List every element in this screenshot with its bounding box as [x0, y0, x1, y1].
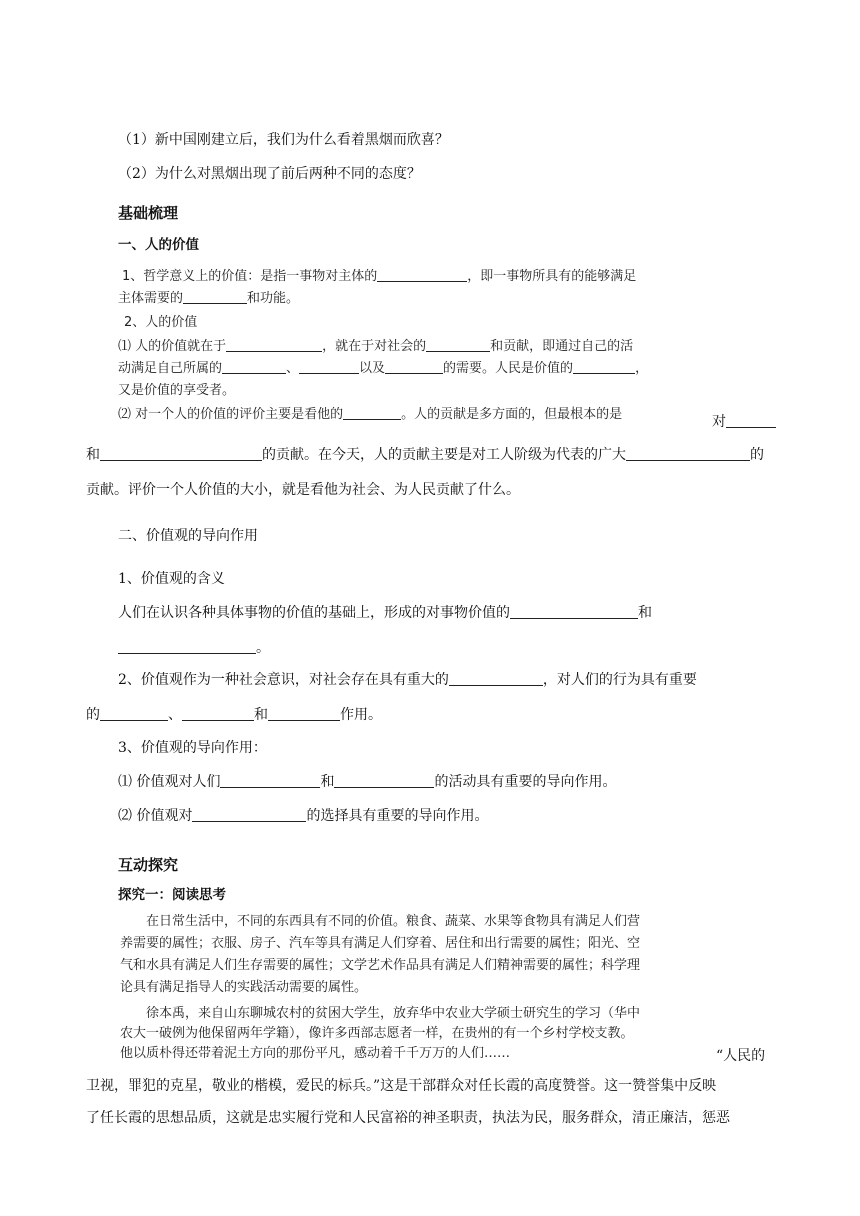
evaluation-line3: 贡献。评价一个人价值的大小，就是看他为社会、为人民贡献了什么。 — [86, 482, 520, 498]
blank[interactable] — [299, 359, 359, 374]
blank[interactable] — [573, 359, 635, 374]
section-2-title: 二、价值观的导向作用 — [118, 528, 258, 544]
explore-para2-tail: “人民的 — [716, 1048, 766, 1064]
blank[interactable] — [343, 405, 401, 420]
basic-heading: 基础梳理 — [118, 204, 179, 222]
values-meaning-line2: 。 — [118, 638, 270, 658]
blank[interactable] — [268, 706, 340, 721]
explore-para2-line1: 徐本禹，来自山东聊城农村的贫困大学生，放弃华中农业大学硕士研究生的学习（华中 — [146, 1006, 641, 1021]
evaluation-line1: ⑵ 对一个人的价值的评价主要是看他的 。人的贡献是多方面的，但最根本的是 — [118, 407, 623, 422]
explore-para1-line1: 在日常生活中，不同的东西具有不同的价值。粮食、蔬菜、水果等食物具有满足人们营 — [146, 914, 641, 929]
explore-subheading: 探究一：阅读思考 — [118, 887, 226, 903]
section-1-title: 一、人的价值 — [118, 237, 199, 253]
value-definition-line2: 主体需要的 和功能。 — [118, 291, 300, 306]
explore-para1-line3: 气和水具有满足人们生存需要的属性；文学艺术作品具有满足人们精神需要的属性；科学理 — [120, 958, 641, 973]
blank[interactable] — [726, 413, 776, 428]
values-meaning-title: 1、价值观的含义 — [118, 571, 225, 587]
blank[interactable] — [377, 267, 467, 282]
values-guide-title: 3、价值观的导向作用： — [118, 740, 267, 756]
human-value-title: 2、人的价值 — [124, 315, 198, 330]
explore-para1-line2: 养需要的属性；衣服、房子、汽车等具有满足人们穿着、居住和出行需要的属性；阳光、空 — [120, 936, 641, 951]
blank[interactable] — [192, 807, 306, 822]
value-definition-line1: 1、哲学意义上的价值：是指一事物对主体的 ，即一事物所具有的能够满足 — [122, 269, 637, 284]
explore-para3-line1: 卫视，罪犯的克星，敬业的楷模，爱民的标兵。”这是干部群众对任长霞的高度赞誉。这一赞誉集中反映 — [86, 1078, 717, 1094]
blank[interactable] — [426, 337, 490, 352]
blank[interactable] — [183, 289, 247, 304]
human-value-line3: 又是价值的享受者。 — [118, 383, 236, 398]
human-value-line2: 动满足自己所属的 、 以及 的需要。人民是价值的 ， — [118, 361, 649, 376]
values-guide-line2: ⑵ 价值观对 的选择具有重要的导向作用。 — [118, 808, 489, 824]
values-social-line2: 的 、 和 作用。 — [86, 707, 382, 723]
question-1: （1）新中国刚建立后，我们为什么看着黑烟而欣喜？ — [118, 132, 449, 148]
blank[interactable] — [222, 359, 286, 374]
blank[interactable] — [182, 706, 254, 721]
blank[interactable] — [118, 639, 256, 654]
blank[interactable] — [100, 706, 168, 721]
explore-para2-line2: 农大一破例为他保留两年学籍），像许多西部志愿者一样，在贵州的有一个乡村学校支教。 — [120, 1026, 634, 1041]
blank[interactable] — [334, 773, 434, 788]
blank[interactable] — [449, 671, 543, 686]
values-meaning-line1: 人们在认识各种具体事物的价值的基础上，形成的对事物价值的 和 — [118, 605, 652, 621]
blank[interactable] — [226, 337, 322, 352]
blank[interactable] — [510, 604, 638, 619]
blank[interactable] — [626, 446, 750, 461]
explore-heading: 互动探究 — [118, 856, 179, 874]
explore-para1-line4: 论具有满足指导人的实践活动需要的属性。 — [120, 980, 368, 995]
values-social-line1: 2、价值观作为一种社会意识，对社会存在具有重大的 ，对人们的行为具有重要 — [118, 672, 697, 688]
values-guide-line1: ⑴ 价值观对人们 和 的活动具有重要的导向作用。 — [118, 774, 617, 790]
blank[interactable] — [220, 773, 320, 788]
explore-para3-line2: 了任长霞的思想品质，这就是忠实履行党和人民富裕的神圣职责，执法为民，服务群众，清正廉洁，惩恶 — [86, 1110, 730, 1126]
evaluation-line1-tail: 对 — [712, 412, 776, 432]
evaluation-line2: 和 的贡献。在今天，人的贡献主要是对工人阶级为代表的广大 的 — [86, 447, 764, 463]
human-value-line1: ⑴ 人的价值就在于 ，就在于对社会的 和贡献，即通过自己的活 — [118, 339, 634, 354]
explore-para2-line3: 他以质朴得还带着泥土方向的那份平凡，感动着千千万万的人们…… — [120, 1046, 511, 1061]
question-2: （2）为什么对黑烟出现了前后两种不同的态度？ — [118, 166, 421, 182]
blank[interactable] — [100, 446, 262, 461]
blank[interactable] — [385, 359, 443, 374]
